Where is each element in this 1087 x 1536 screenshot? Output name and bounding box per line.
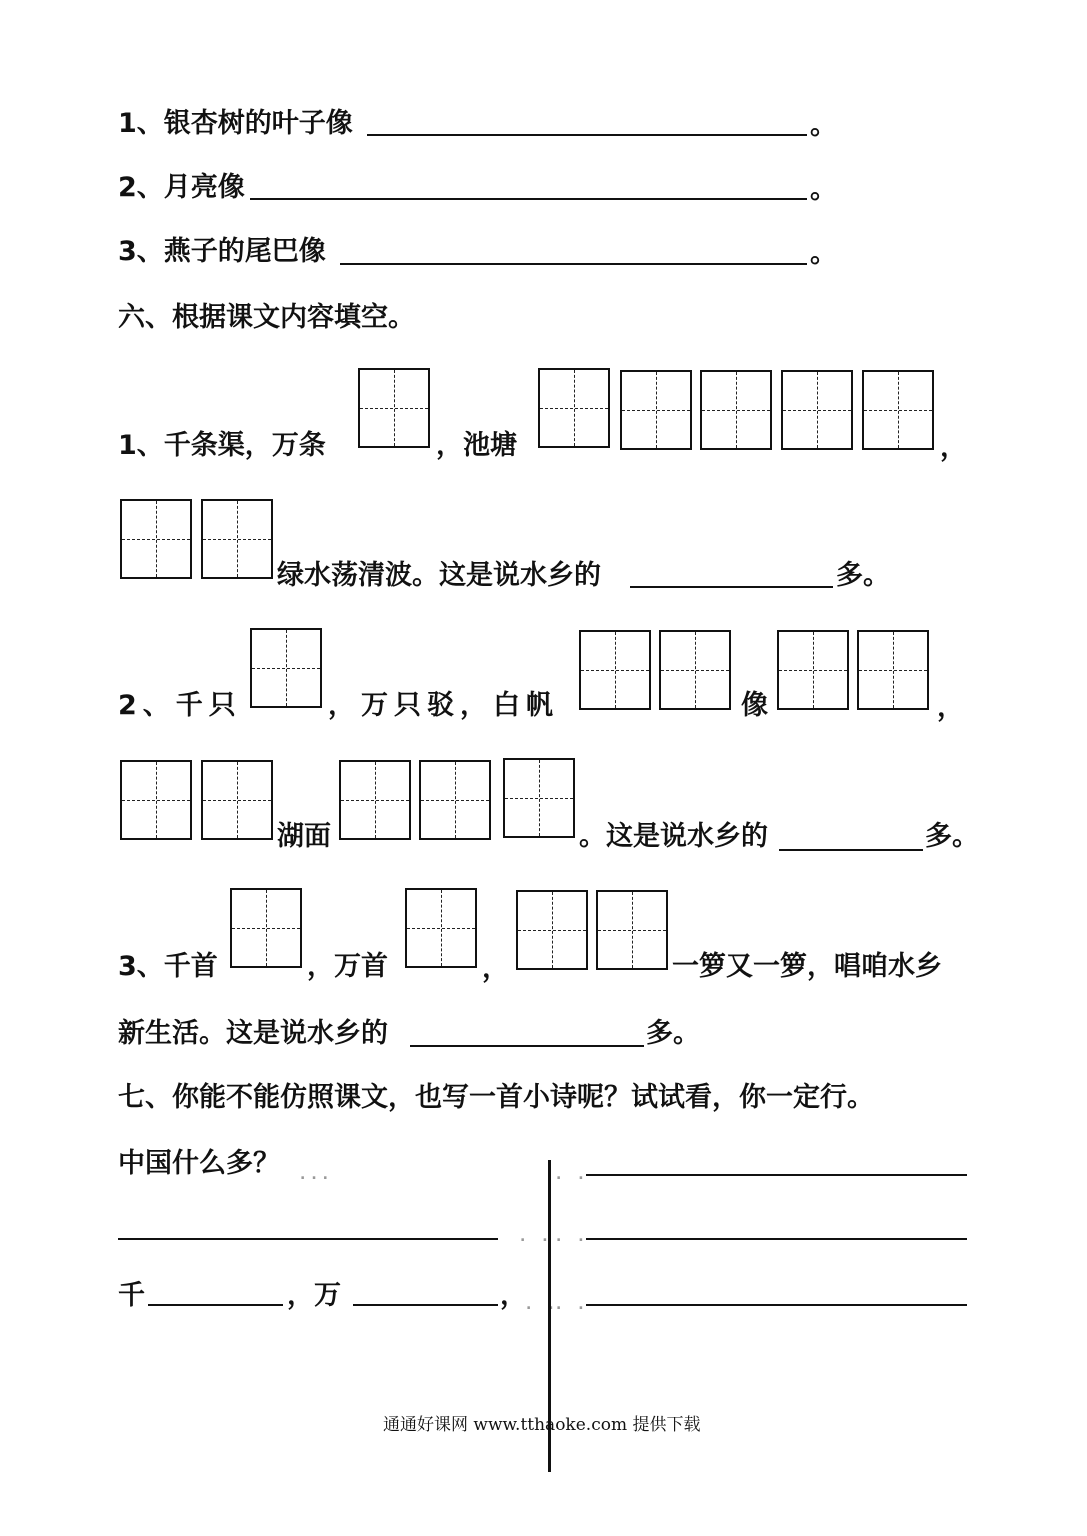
q6-3-text-part2: ，万首: [307, 951, 388, 982]
q6-3-text-part1: 3、千首: [118, 951, 218, 982]
footer-credit: 通通好课网 www.tthaoke.com 提供下载: [383, 1415, 701, 1435]
q5-2-period: 。: [810, 174, 837, 205]
poem-line-right-3[interactable]: [586, 1304, 967, 1306]
poem-wan: ，万: [287, 1280, 341, 1311]
poem-line-left[interactable]: [118, 1238, 498, 1240]
q6-2-comma: ，: [937, 692, 964, 723]
tianzige-box[interactable]: [579, 630, 651, 710]
poem-wan-line[interactable]: [353, 1304, 498, 1306]
dot-leader: . .: [556, 1167, 590, 1183]
dot-leader: . .: [520, 1229, 554, 1245]
q5-1-label: 1、银杏树的叶子像: [118, 108, 353, 139]
q6-2-end: 多。: [925, 821, 979, 852]
poem-line-right-1[interactable]: [586, 1174, 967, 1176]
q6-1-end: 多。: [836, 560, 890, 591]
tianzige-box[interactable]: [516, 890, 588, 970]
tianzige-box[interactable]: [777, 630, 849, 710]
tianzige-box[interactable]: [120, 760, 192, 840]
q6-1-text-part1: 1、千条渠，万条: [118, 430, 326, 461]
q5-3-label: 3、燕子的尾巴像: [118, 236, 326, 267]
tianzige-box[interactable]: [358, 368, 430, 448]
q6-1-text-part3: 绿水荡清波。这是说水乡的: [277, 560, 601, 591]
q6-1-text-part2: ，池塘: [436, 430, 517, 461]
tianzige-box[interactable]: [700, 370, 772, 450]
tianzige-box[interactable]: [120, 499, 192, 579]
tianzige-box[interactable]: [201, 499, 273, 579]
q5-2-answer-line[interactable]: [250, 198, 807, 200]
tianzige-box[interactable]: [405, 888, 477, 968]
q6-1-comma: ，: [940, 432, 967, 463]
section6-heading: 六、根据课文内容填空。: [118, 302, 415, 333]
tianzige-box[interactable]: [620, 370, 692, 450]
q6-2-answer-line[interactable]: [779, 849, 923, 851]
poem-qian-line[interactable]: [148, 1304, 283, 1306]
tianzige-box[interactable]: [339, 760, 411, 840]
q5-3-answer-line[interactable]: [340, 263, 807, 265]
dot-leader: . .: [526, 1297, 560, 1313]
q6-2-text-part4: 湖面: [277, 821, 331, 852]
q5-1-period: 。: [810, 110, 837, 141]
tianzige-box[interactable]: [250, 628, 322, 708]
tianzige-box[interactable]: [781, 370, 853, 450]
dot-leader: . .: [556, 1297, 590, 1313]
q6-2-text-part3: 像: [741, 690, 768, 721]
dot-leader: ...: [300, 1167, 334, 1183]
poem-line-right-2[interactable]: [586, 1238, 967, 1240]
tianzige-box[interactable]: [503, 758, 575, 838]
tianzige-box[interactable]: [857, 630, 929, 710]
tianzige-box[interactable]: [419, 760, 491, 840]
poem-prompt: 中国什么多？: [118, 1148, 280, 1179]
q6-3-text-part4: 一箩又一箩，唱咱水乡: [672, 951, 942, 982]
q6-1-answer-line[interactable]: [630, 586, 833, 588]
tianzige-box[interactable]: [230, 888, 302, 968]
tianzige-box[interactable]: [862, 370, 934, 450]
q5-3-period: 。: [810, 238, 837, 269]
q5-1-answer-line[interactable]: [367, 134, 807, 136]
q5-2-label: 2、月亮像: [118, 172, 245, 203]
tianzige-box[interactable]: [596, 890, 668, 970]
q6-3-text-part5: 新生活。这是说水乡的: [118, 1018, 388, 1049]
q6-3-end: 多。: [646, 1018, 700, 1049]
q6-2-text-part1: 2、千只: [118, 690, 242, 721]
dot-leader: . .: [556, 1229, 590, 1245]
poem-qian: 千: [118, 1280, 145, 1311]
q6-3-answer-line[interactable]: [410, 1045, 644, 1047]
section7-heading: 七、你能不能仿照课文，也写一首小诗呢？试试看，你一定行。: [118, 1082, 874, 1113]
q6-2-text-part2: ，万只驳，白帆: [328, 690, 559, 721]
poem-comma: ，: [500, 1280, 527, 1311]
tianzige-box[interactable]: [538, 368, 610, 448]
q6-3-comma: ，: [482, 953, 509, 984]
tianzige-box[interactable]: [201, 760, 273, 840]
q6-2-text-part5: 。这是说水乡的: [579, 821, 768, 852]
tianzige-box[interactable]: [659, 630, 731, 710]
